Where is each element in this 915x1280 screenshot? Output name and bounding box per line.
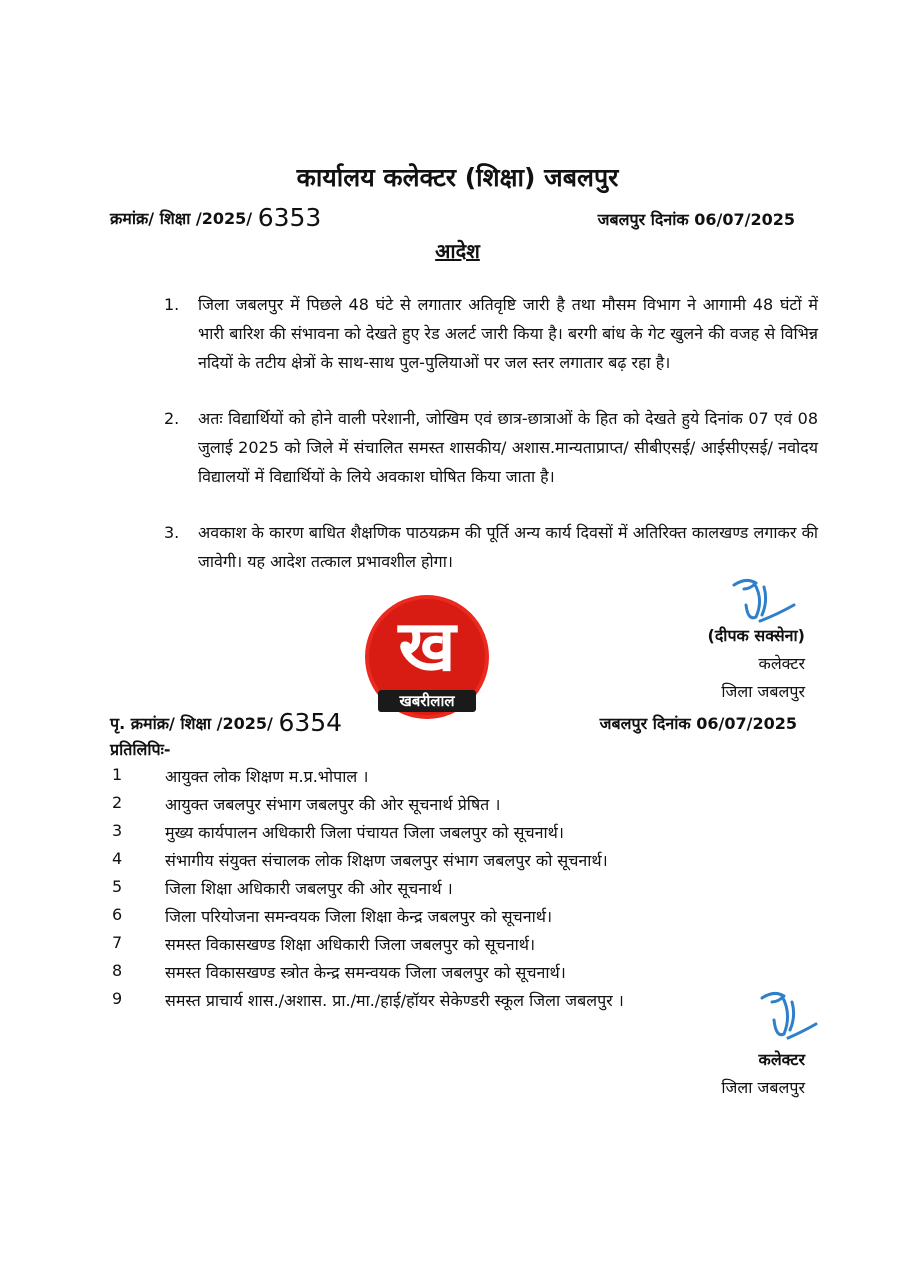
paragraph-number: 3. — [164, 523, 180, 542]
cc-item-text: संभागीय संयुक्त संचालक लोक शिक्षण जबलपुर संभाग जबलपुर को सूचनार्थ। — [165, 851, 608, 870]
paragraph-2 — [164, 404, 818, 491]
cc-item-text: समस्त विकासखण्ड शिक्षा अधिकारी जिला जबलपुर को सूचनार्थ। — [165, 935, 536, 954]
cc-item-text: जिला शिक्षा अधिकारी जबलपुर की ओर सूचनार्थ । — [165, 879, 453, 898]
cc-item-number: 5 — [112, 877, 123, 896]
office-title: कार्यालय कलेक्टर (शिक्षा) जबलपुर — [296, 163, 619, 192]
cc-item-text: मुख्य कार्यपालन अधिकारी जिला पंचायत जिला जबलपुर को सूचनार्थ। — [165, 823, 564, 842]
footer-district: जिला जबलपुर — [721, 1078, 805, 1097]
cc-item-number: 6 — [112, 905, 123, 924]
cc-item-number: 7 — [112, 933, 123, 952]
order-heading: आदेश — [435, 239, 480, 263]
signatory-district: जिला जबलपुर — [721, 682, 805, 701]
cc-item-text: जिला परियोजना समन्वयक जिला शिक्षा केन्द्र जबलपुर को सूचनार्थ। — [165, 907, 553, 926]
cc-item-text: आयुक्त जबलपुर संभाग जबलपुर की ओर सूचनार्थ प्रेषित । — [165, 795, 501, 814]
footer-designation: कलेक्टर — [758, 1050, 805, 1069]
signatory-name: (दीपक सक्सेना) — [707, 626, 805, 645]
copy-reference-prefix: पृ. क्रमांक्र/ शिक्षा /2025/ — [110, 714, 273, 733]
copy-date: जबलपुर दिनांक 06/07/2025 — [599, 714, 797, 733]
order-date: जबलपुर दिनांक 06/07/2025 — [597, 210, 795, 229]
cc-item-text: आयुक्त लोक शिक्षण म.प्र.भोपाल । — [165, 767, 369, 786]
cc-item-text: समस्त विकासखण्ड स्त्रोत केन्द्र समन्वयक जिला जबलपुर को सूचनार्थ। — [165, 963, 566, 982]
cc-item-number: 1 — [112, 765, 123, 784]
logo-brand-text: खबरीलाल — [399, 692, 455, 710]
reference-line — [110, 203, 321, 232]
paragraph-text: अतः विद्यार्थियों को होने वाली परेशानी, जोखिम एवं छात्र-छात्राओं के हित को देखते हुये दिनांक 07 एवं 08 जुलाई 2025 को जिले में संचालित समस्त शासकीय/ अशास.मान्यताप्राप्त/ सीबीएसई/ आईसीएसई/ नवोदय विद्यालयों में विद्यार्थियों के लिये अवकाश घोषित किया जाता है। — [198, 409, 818, 486]
cc-item-number: 8 — [112, 961, 123, 980]
paragraph-text: अवकाश के कारण बाधित शैक्षणिक पाठयक्रम की पूर्ति अन्य कार्य दिवसों में अतिरिक्त कालखण्ड लगाकर की जावेगी। यह आदेश तत्काल प्रभावशील होगा। — [198, 523, 818, 571]
signature-mark — [752, 988, 822, 1048]
cc-item-number: 3 — [112, 821, 123, 840]
reference-prefix: क्रमांक्र/ शिक्षा /2025/ — [110, 209, 253, 228]
copy-reference-line — [110, 708, 342, 737]
cc-item-number: 9 — [112, 989, 123, 1008]
signature-mark — [720, 575, 800, 630]
signatory-designation: कलेक्टर — [758, 654, 805, 673]
paragraph-text: जिला जबलपुर में पिछले 48 घंटे से लगातार अतिवृष्टि जारी है तथा मौसम विभाग ने आगामी 48 घंटों में भारी बारिश की संभावना को देखते हुए रेड अलर्ट जारी किया है। बरगी बांध के गेट खुलने की वजह से विभिन्न नदियों के तटीय क्षेत्रों के साथ-साथ पुल-पुलियाओं पर जल स्तर लगातार बढ़ रहा है। — [198, 295, 818, 372]
cc-label: प्रतिलिपिः- — [110, 740, 171, 759]
reference-number: 6353 — [257, 203, 322, 232]
logo-glyph: ख — [398, 605, 456, 687]
copy-reference-number: 6354 — [278, 708, 343, 737]
cc-item-number: 2 — [112, 793, 123, 812]
paragraph-number: 1. — [164, 295, 180, 314]
cc-item-text: समस्त प्राचार्य शास./अशास. प्रा./मा./हाई/हॉयर सेकेण्डरी स्कूल जिला जबलपुर । — [165, 991, 624, 1010]
paragraph-3 — [164, 518, 818, 576]
cc-item-number: 4 — [112, 849, 123, 868]
khabrilal-logo — [364, 594, 490, 720]
paragraph-number: 2. — [164, 409, 180, 428]
paragraph-1 — [164, 290, 818, 377]
